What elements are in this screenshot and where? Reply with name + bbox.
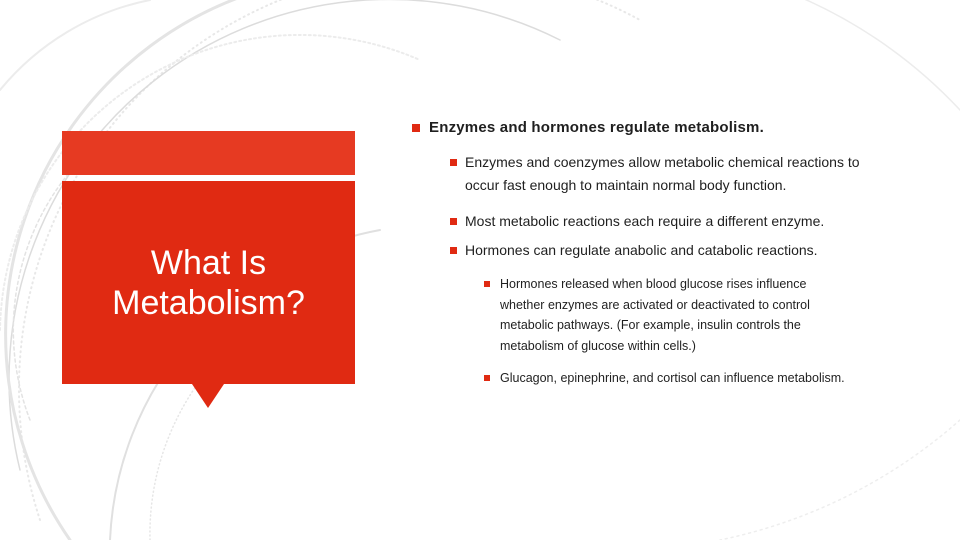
bullet-text: Most metabolic reactions each require a different enzyme.: [465, 213, 825, 229]
title-panel-pointer: [192, 384, 224, 408]
square-bullet-icon: [450, 247, 457, 254]
square-bullet-icon: [484, 281, 490, 287]
title-panel: [62, 181, 355, 384]
square-bullet-icon: [450, 159, 457, 166]
bullet-level-2: [450, 239, 912, 262]
background-arc: [0, 0, 150, 90]
bullet-text: Hormones released when blood glucose rises influence whether enzymes are activated or deactivated to control metabolic pathways. (For example, insulin controls the metabolism of glucose within cells.): [500, 277, 810, 353]
title-accent-bar: [62, 131, 355, 175]
bullet-level-1: [412, 118, 912, 138]
bullet-text: Glucagon, epinephrine, and cortisol can influence metabolism.: [500, 371, 845, 385]
bullet-level-2: [450, 151, 912, 197]
bullet-text: Enzymes and hormones regulate metabolism.: [429, 119, 764, 136]
background-arc: [560, 0, 960, 110]
square-bullet-icon: [450, 218, 457, 225]
bullet-level-3: [484, 368, 912, 389]
square-bullet-icon: [484, 375, 490, 381]
bullet-level-2: [450, 210, 912, 233]
bullet-level-3: [484, 274, 912, 356]
bullet-text: Enzymes and coenzymes allow metabolic chemical reactions to occur fast enough to maintain normal body function.: [465, 154, 860, 193]
slide-content: [412, 118, 912, 389]
slide-title: What Is Metabolism?: [112, 243, 305, 322]
square-bullet-icon: [412, 124, 420, 132]
bullet-text: Hormones can regulate anabolic and catabolic reactions.: [465, 242, 818, 258]
background-arc: [720, 420, 960, 540]
